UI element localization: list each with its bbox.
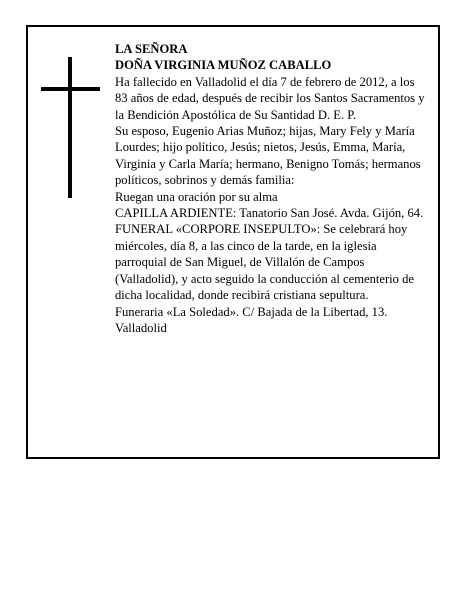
funeral-home-info: Funeraria «La Soledad». C/ Bajada de la Libertad, 13. Valladolid: [115, 304, 388, 335]
chapel-info: CAPILLA ARDIENTE: Tanatorio San José. Avda. Gijón, 64.: [115, 206, 424, 221]
prayer-request: Ruegan una oración por su alma: [115, 189, 278, 204]
family-list: Su esposo, Eugenio Arias Muñoz; hijas, Mary Fely y María Lourdes; hijo político, Jesús; nietos, Jesús, Emma, María, Virginia y Carla María; hermano, Benigno Tomás; hermanos políticos, sobrinos y demás familia:: [115, 124, 421, 188]
cross-horizontal-bar: [41, 87, 100, 91]
obituary-text: [115, 41, 427, 336]
funeral-info: FUNERAL «CORPORE INSEPULTO»: Se celebrará hoy miércoles, día 8, a las cinco de la tarde, en la iglesia parroquial de San Miguel, de Villalón de Campos (Valladolid), y acto seguido la conducción al cementerio de dicha localidad, donde recibirá cristiana sepultura.: [115, 222, 414, 303]
obituary-notice: [26, 25, 440, 459]
deceased-name: DOÑA VIRGINIA MUÑOZ CABALLO: [115, 58, 332, 73]
death-announcement: Ha fallecido en Valladolid el día 7 de febrero de 2012, a los 83 años de edad, después de recibir los Santos Sacramentos y la Bendición Apostólica de Su Santidad D. E. P.: [115, 74, 425, 122]
cross-vertical-bar: [68, 57, 72, 198]
deceased-title: LA SEÑORA: [115, 42, 188, 56]
